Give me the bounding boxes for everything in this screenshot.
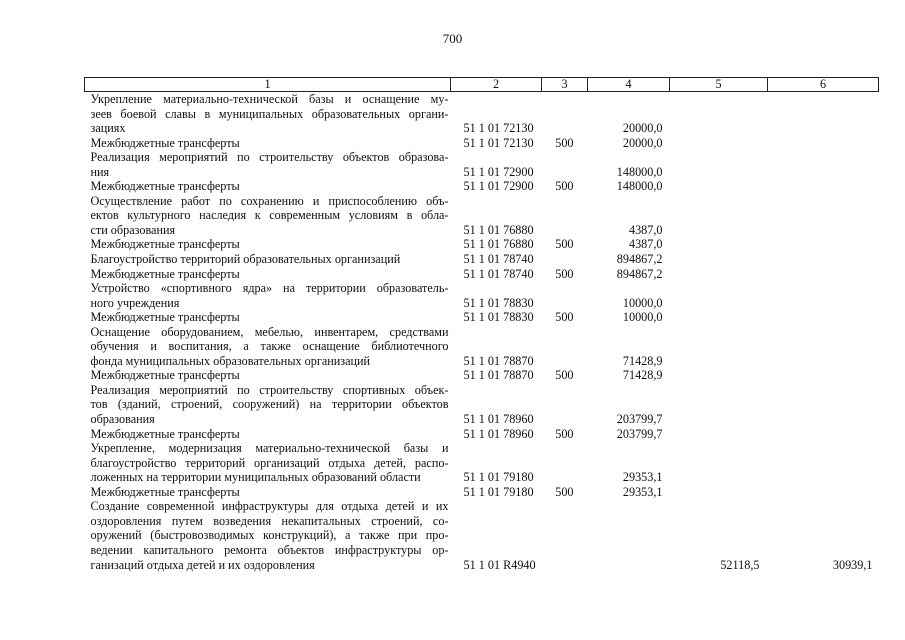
row-name-line: Укрепление, модернизация материально-технической базы и <box>90 441 449 456</box>
row-value-col4: 71428,9 <box>622 368 663 383</box>
row-expense-type <box>542 150 588 179</box>
row-name-line: ведении капитального ремонта объектов инфраструктуры ор- <box>90 542 449 557</box>
column-header-6: 6 <box>768 78 879 92</box>
row-name <box>85 136 451 151</box>
table-row <box>85 310 879 325</box>
row-name-line: Оснащение оборудованием, мебелью, инвентарем, средствами <box>90 324 449 339</box>
row-value-col5 <box>670 92 768 136</box>
row-expense-type <box>542 499 588 572</box>
row-value-col5 <box>670 310 768 325</box>
row-name <box>85 267 451 282</box>
row-name <box>85 252 451 267</box>
row-value-col4: 203799,7 <box>616 412 663 427</box>
row-name-line: ного учреждения <box>90 295 180 310</box>
row-name-line: обучения и воспитания, а также оснащение библиотечного <box>90 339 449 354</box>
row-name <box>85 310 451 325</box>
row-value-col4: 4387,0 <box>628 237 663 252</box>
table-row <box>85 499 879 572</box>
row-expense-type <box>542 325 588 369</box>
table-row <box>85 179 879 194</box>
row-name <box>85 237 451 252</box>
row-value-col5 <box>670 383 768 427</box>
row-value-col5 <box>670 485 768 500</box>
row-name-line: образования <box>90 412 155 427</box>
row-value-col6 <box>768 136 879 151</box>
row-value-col6 <box>768 441 879 485</box>
row-code: 51 1 01 72130 <box>463 121 534 136</box>
row-code: 51 1 01 R4940 <box>463 557 536 572</box>
row-value-col4: 10000,0 <box>622 310 663 325</box>
row-value-col6 <box>768 237 879 252</box>
row-value-col4: 203799,7 <box>616 426 663 441</box>
row-name-line: сти образования <box>90 222 176 237</box>
table-row <box>85 237 879 252</box>
row-expense-type <box>542 252 588 267</box>
table-row <box>85 92 879 136</box>
row-value-col5 <box>670 252 768 267</box>
table-row <box>85 194 879 238</box>
row-name <box>85 383 451 427</box>
row-name-line: Межбюджетные трансферты <box>90 237 240 252</box>
row-value-col5 <box>670 368 768 383</box>
row-value-col5 <box>670 427 768 442</box>
table-row <box>85 267 879 282</box>
table-row <box>85 325 879 369</box>
row-value-col4: 20000,0 <box>622 135 663 150</box>
row-value-col4 <box>588 499 670 572</box>
table-row <box>85 150 879 179</box>
row-value-col4: 20000,0 <box>622 121 663 136</box>
row-expense-type: 500 <box>555 135 574 150</box>
row-code: 51 1 01 79180 <box>463 484 534 499</box>
row-value-col5 <box>670 179 768 194</box>
row-value-col5 <box>670 194 768 238</box>
row-expense-type: 500 <box>555 368 574 383</box>
row-value-col6 <box>768 252 879 267</box>
table-row <box>85 281 879 310</box>
row-value-col5: 52118,5 <box>720 557 760 572</box>
row-code: 51 1 01 72900 <box>463 164 534 179</box>
row-value-col4: 894867,2 <box>616 266 663 281</box>
budget-table <box>84 77 879 572</box>
row-value-col6 <box>768 267 879 282</box>
row-value-col6: 30939,1 <box>832 557 873 572</box>
table-row <box>85 485 879 500</box>
row-name-line: оздоровления путем возведения некапитальных строений, со- <box>90 513 449 528</box>
row-code: 51 1 01 72130 <box>463 135 534 150</box>
row-name-line: зеев боевой славы в муниципальных образовательных органи- <box>90 106 449 121</box>
row-code: 51 1 01 72900 <box>463 179 534 194</box>
row-value-col6 <box>768 310 879 325</box>
row-name <box>85 325 451 369</box>
row-name-line: ектов культурного наследия к современным условиям в обла- <box>90 208 449 223</box>
row-name <box>85 485 451 500</box>
row-expense-type: 500 <box>555 426 574 441</box>
row-value-col6 <box>768 150 879 179</box>
row-value-col4: 148000,0 <box>616 179 663 194</box>
row-name-line: Осуществление работ по сохранению и приспособлению объ- <box>90 193 449 208</box>
page-number: 700 <box>442 31 463 46</box>
row-value-col6 <box>768 179 879 194</box>
row-name-line: Межбюджетные трансферты <box>90 484 240 499</box>
table-row <box>85 441 879 485</box>
row-value-col6 <box>768 485 879 500</box>
row-expense-type: 500 <box>555 266 574 281</box>
table-header-row <box>85 78 879 92</box>
row-value-col4: 29353,1 <box>622 484 663 499</box>
row-expense-type: 500 <box>555 310 574 325</box>
row-name-line: Реализация мероприятий по строительству объектов образова- <box>90 150 449 165</box>
row-code: 51 1 01 78870 <box>463 353 534 368</box>
row-name-line: ложенных на территории муниципальных образований области <box>90 470 421 485</box>
row-expense-type: 500 <box>555 179 574 194</box>
row-name <box>85 150 451 179</box>
row-name-line: ния <box>90 164 110 179</box>
row-name <box>85 92 451 136</box>
row-name-line: Межбюджетные трансферты <box>90 266 240 281</box>
row-name <box>85 194 451 238</box>
row-expense-type: 500 <box>555 237 574 252</box>
row-name <box>85 281 451 310</box>
row-name <box>85 368 451 383</box>
row-name-line: Устройство «спортивного ядра» на территории образователь- <box>90 281 449 296</box>
row-value-col6 <box>768 427 879 442</box>
row-name-line: благоустройство территорий организаций отдыха детей, распо- <box>90 455 449 470</box>
row-value-col4: 4387,0 <box>628 222 663 237</box>
column-header-2: 2 <box>451 78 542 92</box>
row-value-col4: 10000,0 <box>622 295 663 310</box>
row-value-col6 <box>768 281 879 310</box>
row-value-col4: 71428,9 <box>622 353 663 368</box>
row-name-line: Укрепление материально-технической базы и оснащение му- <box>90 92 449 106</box>
row-expense-type <box>542 92 588 136</box>
row-expense-type <box>542 383 588 427</box>
row-name-line: Межбюджетные трансферты <box>90 135 240 150</box>
table-row <box>85 427 879 442</box>
row-name-line: фонда муниципальных образовательных организаций <box>90 353 371 368</box>
row-code: 51 1 01 76880 <box>463 237 534 252</box>
table-row <box>85 136 879 151</box>
table-row <box>85 383 879 427</box>
row-name-line: тов (зданий, строений, сооружений) на территории объектов <box>90 397 449 412</box>
row-value-col5 <box>670 150 768 179</box>
row-value-col6 <box>768 194 879 238</box>
row-name <box>85 499 451 572</box>
row-name-line: Реализация мероприятий по строительству спортивных объек- <box>90 382 449 397</box>
row-name-line: оружений (быстровозводимых конструкций), а также при про- <box>90 528 449 543</box>
row-code: 51 1 01 78960 <box>463 426 534 441</box>
row-name-line: Межбюджетные трансферты <box>90 179 240 194</box>
row-code: 51 1 01 78740 <box>463 252 534 267</box>
column-header-1: 1 <box>85 78 451 92</box>
column-header-5: 5 <box>670 78 768 92</box>
row-code: 51 1 01 78960 <box>463 412 534 427</box>
row-value-col6 <box>768 92 879 136</box>
row-name <box>85 427 451 442</box>
row-code: 51 1 01 76880 <box>463 222 534 237</box>
row-value-col4: 29353,1 <box>622 470 663 485</box>
row-value-col6 <box>768 368 879 383</box>
row-value-col4: 148000,0 <box>616 164 663 179</box>
row-value-col5 <box>670 441 768 485</box>
row-name-line: Благоустройство территорий образовательных организаций <box>90 252 401 267</box>
row-expense-type <box>542 194 588 238</box>
row-expense-type <box>542 441 588 485</box>
row-value-col5 <box>670 267 768 282</box>
table-row <box>85 368 879 383</box>
row-name <box>85 441 451 485</box>
row-code: 51 1 01 79180 <box>463 470 534 485</box>
row-name <box>85 179 451 194</box>
row-value-col5 <box>670 237 768 252</box>
column-header-3: 3 <box>542 78 588 92</box>
row-name-line: ганизаций отдыха детей и их оздоровления <box>90 557 315 572</box>
row-value-col5 <box>670 325 768 369</box>
row-name-line: зациях <box>90 121 126 136</box>
row-code: 51 1 01 78870 <box>463 368 534 383</box>
row-name-line: Создание современной инфраструктуры для отдыха детей и их <box>90 499 449 514</box>
table-body <box>85 92 879 573</box>
row-expense-type <box>542 281 588 310</box>
row-code: 51 1 01 78830 <box>463 310 534 325</box>
row-name-line: Межбюджетные трансферты <box>90 368 240 383</box>
row-code: 51 1 01 78830 <box>463 295 534 310</box>
row-name-line: Межбюджетные трансферты <box>90 310 240 325</box>
row-code: 51 1 01 78740 <box>463 266 534 281</box>
row-value-col6 <box>768 325 879 369</box>
row-value-col5 <box>670 136 768 151</box>
row-value-col4: 894867,2 <box>616 252 663 267</box>
row-name-line: Межбюджетные трансферты <box>90 426 240 441</box>
table-row <box>85 252 879 267</box>
row-expense-type: 500 <box>555 484 574 499</box>
column-header-4: 4 <box>588 78 670 92</box>
row-value-col5 <box>670 281 768 310</box>
row-value-col6 <box>768 383 879 427</box>
